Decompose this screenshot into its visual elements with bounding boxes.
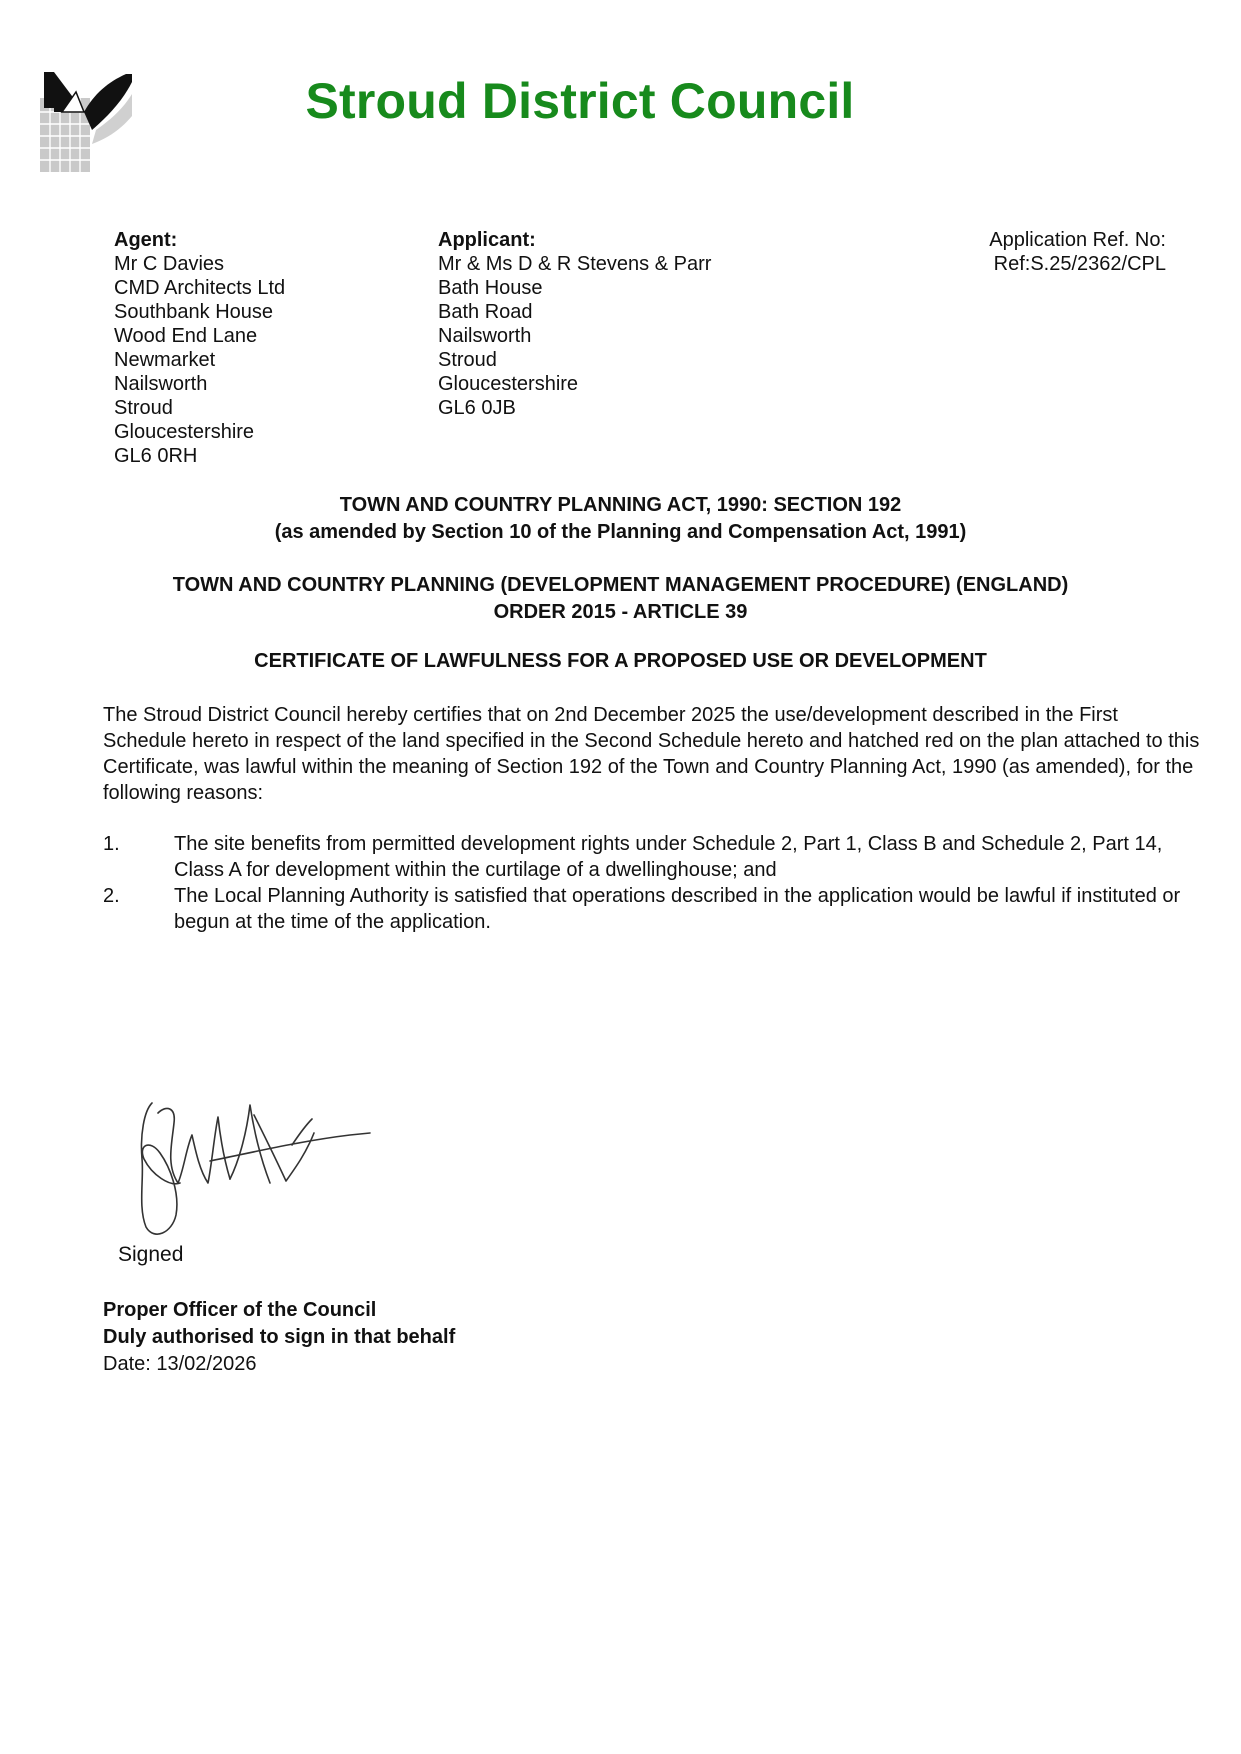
agent-line: Stroud	[114, 397, 173, 419]
reference-value: Ref:S.25/2362/CPL	[993, 253, 1166, 275]
applicant-line: GL6 0JB	[438, 397, 516, 419]
agent-line: Nailsworth	[114, 373, 208, 395]
reference-label: Application Ref. No:	[989, 229, 1166, 251]
applicant-block	[438, 228, 711, 420]
order-heading	[0, 572, 1241, 626]
applicant-label: Applicant:	[438, 229, 536, 251]
applicant-line: Nailsworth	[438, 325, 532, 347]
agent-block	[114, 228, 285, 468]
applicant-line: Gloucestershire	[438, 373, 579, 395]
council-title: Stroud District Council	[305, 73, 855, 129]
applicant-line: Bath House	[438, 277, 543, 299]
act-line-1: TOWN AND COUNTRY PLANNING ACT, 1990: SECTION 192	[339, 494, 902, 516]
act-line-2: (as amended by Section 10 of the Planning and Compensation Act, 1991)	[274, 521, 967, 543]
agent-line: Mr C Davies	[114, 253, 225, 275]
date-text: Date: 13/02/2026	[103, 1353, 257, 1375]
applicant-line: Bath Road	[438, 301, 533, 323]
reason-text: The site benefits from permitted development rights under Schedule 2, Part 1, Class B and Schedule 2, Part 14, Class A for development within the curtilage of a dwellinghouse; and	[174, 833, 1163, 881]
officer-block	[103, 1297, 455, 1378]
order-line-1: TOWN AND COUNTRY PLANNING (DEVELOPMENT MANAGEMENT PROCEDURE) (ENGLAND)	[172, 574, 1069, 596]
applicant-line: Mr & Ms D & R Stevens & Parr	[438, 253, 712, 275]
list-item	[103, 831, 1213, 883]
applicant-line: Stroud	[438, 349, 497, 371]
agent-line: Southbank House	[114, 301, 274, 323]
reasons-list	[103, 831, 1213, 935]
reason-number: 2.	[103, 885, 120, 907]
signature-image	[100, 1075, 380, 1245]
agent-line: Gloucestershire	[114, 421, 255, 443]
officer-line-1: Proper Officer of the Council	[103, 1299, 377, 1321]
reference-block	[989, 228, 1166, 276]
agent-line: GL6 0RH	[114, 445, 198, 467]
agent-line: Newmarket	[114, 349, 216, 371]
officer-line-2: Duly authorised to sign in that behalf	[103, 1326, 456, 1348]
order-line-2: ORDER 2015 - ARTICLE 39	[493, 601, 748, 623]
council-logo-icon	[36, 72, 138, 174]
agent-line: CMD Architects Ltd	[114, 277, 286, 299]
agent-line: Wood End Lane	[114, 325, 258, 347]
reason-text: The Local Planning Authority is satisfied that operations described in the application would be lawful if instituted or begun at the time of the application.	[174, 885, 1181, 933]
certification-text: The Stroud District Council hereby certifies that on 2nd December 2025 the use/development described in the First Schedule hereto in respect of the land specified in the Second Schedule hereto and hatched red on the plan attached to this Certificate, was lawful within the meaning of Section 192 of the Town and Country Planning Act, 1990 (as amended), for the following reasons:	[103, 704, 1200, 804]
signed-label: Signed	[118, 1243, 184, 1266]
certificate-heading: CERTIFICATE OF LAWFULNESS FOR A PROPOSED USE OR DEVELOPMENT	[254, 650, 987, 672]
act-heading	[0, 492, 1241, 546]
agent-label: Agent:	[114, 229, 178, 251]
list-item	[103, 883, 1213, 935]
reason-number: 1.	[103, 833, 120, 855]
